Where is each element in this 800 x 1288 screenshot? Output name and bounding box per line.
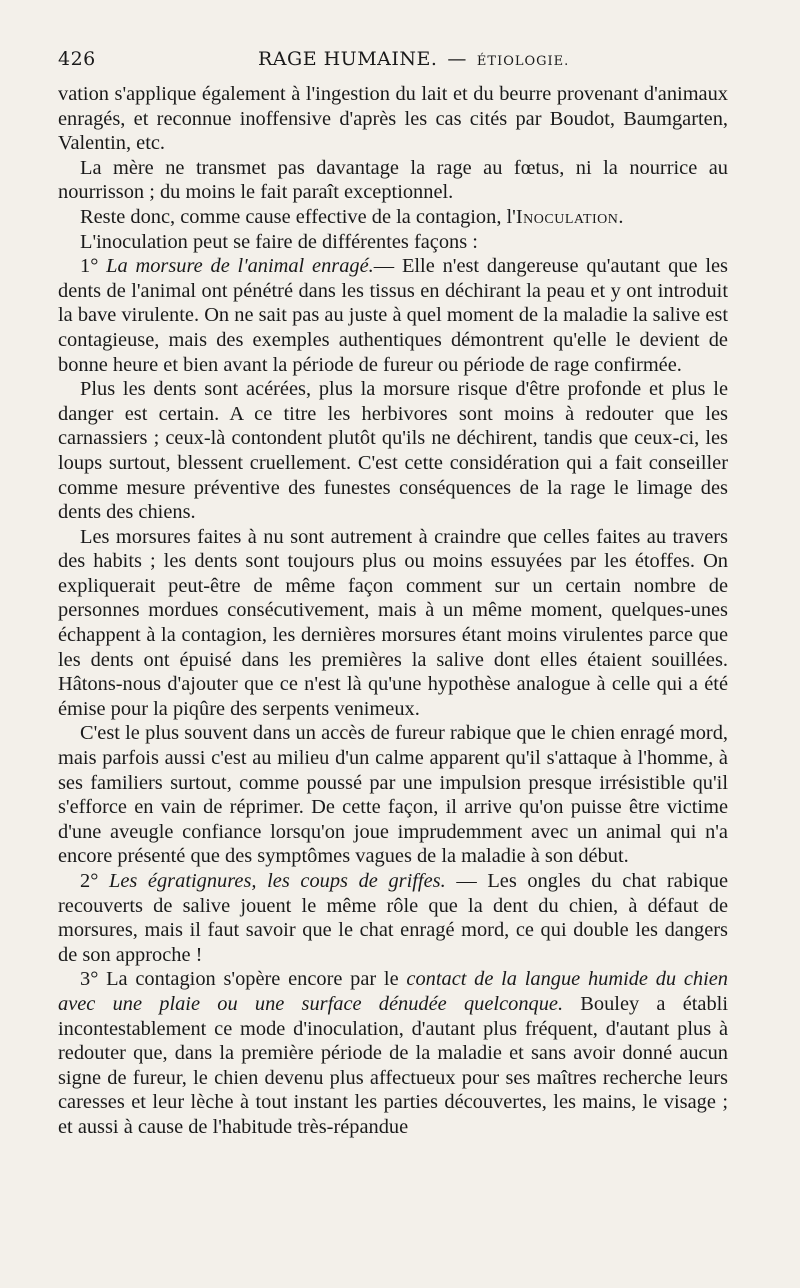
header-separator: —: [447, 48, 467, 70]
section-heading-contact: contact de la langue humide du chien avec une plaie ou une surface dénudée quelconque.: [58, 968, 728, 1015]
paragraph-10: 3° La contagion s'opère encore par le contact de la langue humide du chien avec une plaie ou une surface dénudée quelconque. Bouley a établi incontestablement ce mode d'inoculation, d'autant plus fréquent, d'autant plus à redouter que, dans la première période de la maladie et sans avoir donné aucun signe de fureur, le chien devenu plus affectueux pour ses maîtres recherche leurs caresses et leur lèche à tout instant les parties découvertes, les mains, le visage ; et aussi à cause de l'habitude très-répandue: [58, 968, 728, 1138]
paragraph-1: vation s'applique également à l'ingestion du lait et du beurre provenant d'animaux enragés, et reconnue inoffensive d'après les cas cités par Boudot, Baumgarten, Valentin, etc.: [58, 83, 728, 155]
paragraph-5: 1° La morsure de l'animal enragé.— Elle n'est dangereuse qu'autant que les dents de l'animal ont pénétré dans les tissus en déchirant la peau et y ont introduit la bave virulente. On ne sait pas au juste à quel moment de la maladie la salive est contagieuse, mais des exemples authentiques démontrent qu'elle le devient de bonne heure et bien avant la période de fureur ou période de rage confirmée.: [58, 255, 728, 376]
running-header: [58, 48, 728, 82]
page: [58, 48, 728, 1140]
paragraph-3: Reste donc, comme cause effective de la contagion, l'Inoculation.: [80, 205, 624, 228]
paragraph-6: Plus les dents sont acérées, plus la morsure risque d'être profonde et plus le danger est certain. A ce titre les herbivores sont moins à redouter que les carnassiers ; ceux-là contondent plutôt qu'ils ne déchirent, tandis que ceux-ci, les loups surtout, blessent cruellement. C'est cette considération qui a fait conseiller comme mesure préventive des funestes conséquences de la rage le limage des dents des chiens.: [58, 378, 728, 524]
page-number: 426: [58, 48, 96, 70]
section-heading-morsure: La morsure de l'animal enragé.: [106, 255, 374, 278]
paragraph-8: C'est le plus souvent dans un accès de fureur rabique que le chien enragé mord, mais parfois aussi c'est au milieu d'un calme apparent qu'il s'attaque à l'homme, à ses familiers surtout, comme poussé par une impulsion presque irrésistible qu'il s'efforce en vain de réprimer. De cette façon, il arrive qu'on puisse être victime d'une aveugle confiance lorsqu'on joue imprudemment avec un animal qui n'a encore présenté que des symptômes vagues de la maladie à son début.: [58, 722, 728, 868]
running-subtitle: ÉTIOLOGIE.: [476, 54, 570, 69]
body-text: [58, 82, 728, 1140]
paragraph-9: 2° Les égratignures, les coups de griffes. — Les ongles du chat rabique recouverts de salive jouent le même rôle que la dent du chien, à défaut de morsures, mais il faut savoir que le chat enragé mord, ce qui double les dangers de son approche !: [58, 870, 729, 966]
running-title: RAGE HUMAINE.: [258, 48, 438, 70]
paragraph-7: Les morsures faites à nu sont autrement à craindre que celles faites au travers des habits ; les dents sont toujours plus ou moins essuyées par les étoffes. On expliquerait peut-être de même façon comment sur un certain nombre de personnes mordues consécutivement, mais à un même moment, quelques-unes échappent à la contagion, les dernières morsures étant moins virulentes parce que les dents ont épuisé dans les premières la salive dont elles étaient souillées. Hâtons-nous d'ajouter que ce n'est là qu'une hypothèse analogue à celle qui a été émise pour la piqûre des serpents venimeux.: [58, 525, 728, 720]
paragraph-2: La mère ne transmet pas davantage la rage au fœtus, ni la nourrice au nourrisson ; du moins le fait paraît exceptionnel.: [58, 156, 728, 204]
inoculation-term: Inoculation: [515, 205, 619, 228]
paragraph-4: L'inoculation peut se faire de différentes façons :: [80, 230, 478, 253]
section-heading-egratignures: Les égratignures, les coups de griffes.: [108, 870, 446, 892]
